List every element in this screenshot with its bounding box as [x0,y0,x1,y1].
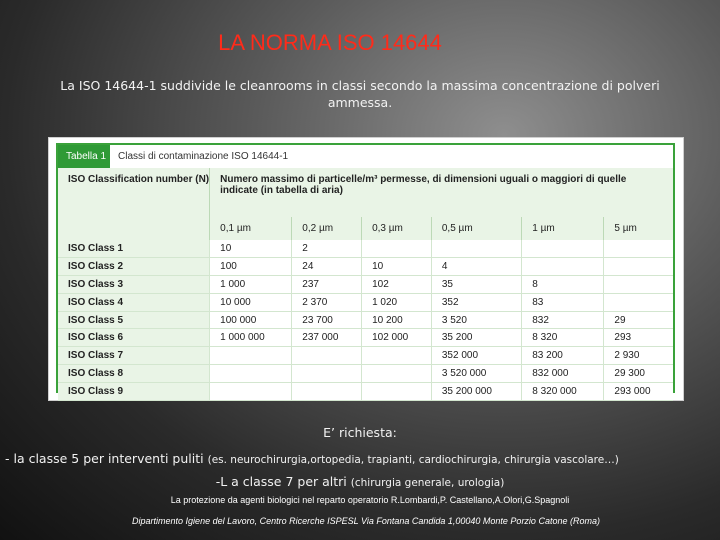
table-cell: 8 [522,275,604,293]
col-header-description: Numero massimo di particelle/m³ permesse, di dimensioni uguali o maggiori di quelle indicate (in tabella di aria) [210,168,673,217]
table-cell: 35 [431,275,521,293]
iso-table [56,143,675,398]
size-header-cell: 5 µm [604,217,673,240]
size-header-cell: 0,5 µm [431,217,521,240]
table-cell [604,293,673,311]
table-cell [362,347,432,365]
iso-class-label: ISO Class 3 [58,275,210,293]
table-cell: 293 000 [604,383,673,401]
iso-table-image [48,137,684,401]
table-cell [522,240,604,257]
class7-examples: (chirurgia generale, urologia) [350,477,505,489]
size-header-cell: 0,1 µm [210,217,292,240]
size-header-blank [58,217,210,240]
table-cell: 3 520 000 [431,365,521,383]
table-cell [362,365,432,383]
table-header-bar [58,145,673,168]
class5-examples: (es. neurochirurgia,ortopedia, trapianti, cardiochirurgia, chirurgia vascolare…) [207,454,619,466]
table-row [58,329,673,347]
size-header-cell: 1 µm [522,217,604,240]
table-cell: 102 [362,275,432,293]
table-row [58,275,673,293]
table-cell [431,240,521,257]
table-cell: 8 320 [522,329,604,347]
table-cell: 35 200 000 [431,383,521,401]
table-cell: 10 [210,240,292,257]
table-cell: 1 000 [210,275,292,293]
table-cell: 237 [292,275,362,293]
requirement-class7 [0,474,720,489]
iso-class-label: ISO Class 2 [58,257,210,275]
iso-class-label: ISO Class 4 [58,293,210,311]
table-cell: 237 000 [292,329,362,347]
table-cell: 100 [210,257,292,275]
table-cell: 352 [431,293,521,311]
table-row [58,293,673,311]
table-cell: 83 200 [522,347,604,365]
size-header-row [58,217,673,240]
table-row [58,383,673,401]
classification-table [58,168,673,401]
class7-text: -L a classe 7 per altri [215,474,351,489]
table-cell: 29 [604,311,673,329]
table-cell: 352 000 [431,347,521,365]
col-header-class: ISO Classification number (N) [68,174,210,185]
table-cell [292,365,362,383]
table-tag: Tabella 1 [58,145,110,168]
table-cell [292,347,362,365]
table-row [58,347,673,365]
iso-class-label: ISO Class 8 [58,365,210,383]
slide-title: LA NORMA ISO 14644 [218,30,442,55]
iso-class-label: ISO Class 7 [58,347,210,365]
table-cell: 4 [431,257,521,275]
table-cell: 293 [604,329,673,347]
table-cell: 832 000 [522,365,604,383]
table-cell: 2 [292,240,362,257]
iso-class-label: ISO Class 1 [58,240,210,257]
table-cell [210,383,292,401]
table-cell: 3 520 [431,311,521,329]
table-row [58,365,673,383]
table-cell: 1 020 [362,293,432,311]
table-cell [522,257,604,275]
table-cell: 83 [522,293,604,311]
table-cell: 23 700 [292,311,362,329]
table-cell [292,383,362,401]
table-cell [210,365,292,383]
table-row [58,311,673,329]
table-cell [210,347,292,365]
table-cell: 2 370 [292,293,362,311]
class5-text: - la classe 5 per interventi puliti [5,451,208,466]
table-cell: 10 [362,257,432,275]
table-cell: 832 [522,311,604,329]
table-cell: 35 200 [431,329,521,347]
iso-class-label: ISO Class 6 [58,329,210,347]
iso-class-label: ISO Class 9 [58,383,210,401]
credit-line: La protezione da agenti biologici nel reparto operatorio R.Lombardi,P. Castellano,A.Olori,G.Spagnoli [170,495,570,505]
requirement-class5 [5,451,619,466]
table-cell: 29 300 [604,365,673,383]
table-cell: 1 000 000 [210,329,292,347]
size-header-cell: 0,3 µm [362,217,432,240]
size-header-cell: 0,2 µm [292,217,362,240]
table-body [58,240,673,401]
table-cell: 102 000 [362,329,432,347]
table-row [58,257,673,275]
requirement-heading: E’ richiesta: [323,425,397,440]
table-cell [604,275,673,293]
table-row [58,240,673,257]
table-cell: 100 000 [210,311,292,329]
table-cell [362,383,432,401]
table-cell: 8 320 000 [522,383,604,401]
table-cell [604,257,673,275]
table-cell: 2 930 [604,347,673,365]
table-cell: 24 [292,257,362,275]
table-cell [362,240,432,257]
iso-class-label: ISO Class 5 [58,311,210,329]
department-line: Dipartimento Igiene del Lavoro, Centro Ricerche ISPESL Via Fontana Candida 1,00040 Monte Porzio Catone (Roma) [132,516,600,526]
table-caption: Classi di contaminazione ISO 14644-1 [110,145,673,168]
intro-text: La ISO 14644-1 suddivide le cleanrooms in classi secondo la massima concentrazione di polveri ammessa. [60,78,660,110]
table-cell: 10 200 [362,311,432,329]
table-cell: 10 000 [210,293,292,311]
table-cell [604,240,673,257]
